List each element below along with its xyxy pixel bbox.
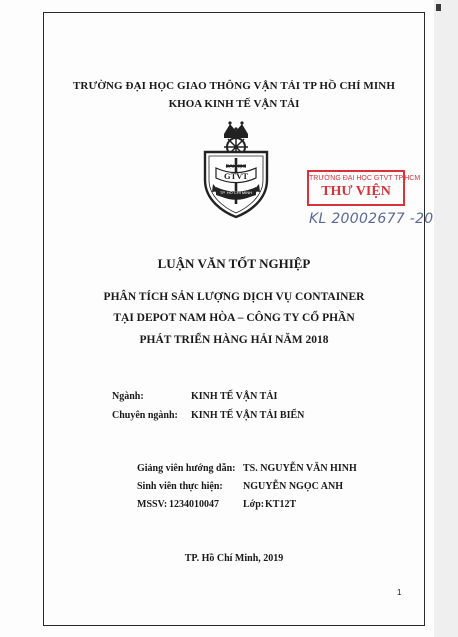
page-edge-shadow [434,0,458,637]
stamp-institution: TRƯỜNG ĐẠI HỌC GTVT TP.HCM [309,175,421,182]
student-id-label: MSSV: [137,499,168,510]
specialization-value: KINH TẾ VẬN TẢI BIỂN [191,410,305,421]
topic-line-2: TẠI DEPOT NAM HÒA – CÔNG TY CỔ PHẦN [113,312,355,324]
supervisor-value: TS. NGUYỄN VĂN HINH [243,463,357,474]
student-id-value: 1234010047 [169,499,219,510]
logo-abbreviation: GTVT [223,171,249,181]
university-name: TRƯỜNG ĐẠI HỌC GIAO THÔNG VẬN TẢI TP HỒ CHÍ MINH [72,80,395,92]
page-number: 1 [397,588,402,597]
major-label: Ngành: [112,391,144,402]
logo-bottom-text: TP. HỒ CHÍ MINH [219,190,253,195]
stamp-library-label: THƯ VIỆN [321,184,391,199]
specialization-label: Chuyên ngành: [112,410,178,421]
university-anchor-emblem-icon [199,118,273,220]
faculty-name: KHOA KINH TẾ VẬN TẢI [168,98,300,110]
supervisor-label: Giảng viên hướng dẫn: [137,463,236,474]
class-value: KT12T [265,499,297,510]
document-type-title: LUẬN VĂN TỐT NGHIỆP [157,256,311,271]
major-value: KINH TẾ VẬN TẢI [191,391,278,402]
student-value: NGUYỄN NGỌC ANH [243,481,344,492]
student-label: Sinh viên thực hiện: [137,481,223,492]
library-stamp [307,170,421,206]
class-label: Lớp: [243,499,265,510]
scan-corner-mark [436,4,441,11]
handwritten-catalog-code: KL 20002677 -20 [309,211,434,227]
topic-line-3: PHÁT TRIỂN HÀNG HẢI NĂM 2018 [139,334,329,346]
place-date: TP. Hồ Chí Minh, 2019 [184,553,284,564]
logo-top-text: ĐẠI HỌC [225,164,247,170]
topic-line-1: PHÂN TÍCH SẢN LƯỢNG DỊCH VỤ CONTAINER [103,291,365,303]
